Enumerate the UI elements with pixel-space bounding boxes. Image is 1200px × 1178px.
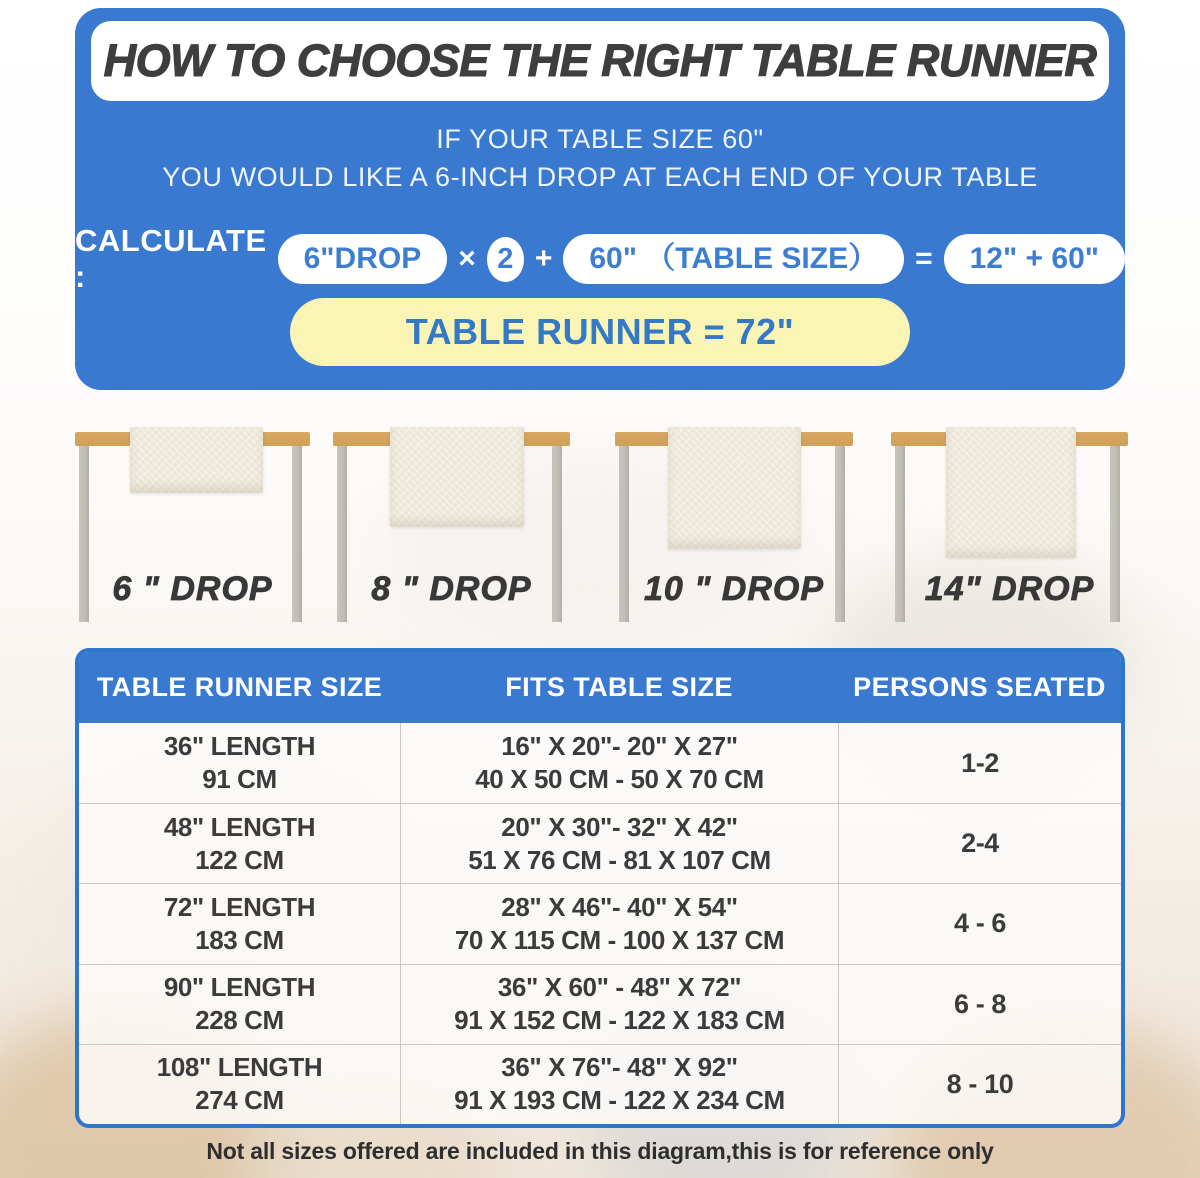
hero-subtitle	[75, 120, 1125, 196]
persons-cell: 6 - 8	[838, 965, 1121, 1044]
size-row	[79, 1044, 1121, 1124]
size-row	[79, 803, 1121, 883]
persons-cell: 4 - 6	[838, 884, 1121, 963]
size-row	[79, 964, 1121, 1044]
drop-label: 10 " DROP	[643, 570, 825, 608]
size-chart-body	[79, 723, 1121, 1124]
drop-label: 8 " DROP	[371, 570, 532, 608]
table-runner-graphic	[946, 427, 1076, 558]
subtitle-line-2: YOU WOULD LIKE A 6-INCH DROP AT EACH END OF YOUR TABLE	[162, 162, 1038, 192]
persons-cell: 2-4	[838, 804, 1121, 883]
table-illustration-6-drop	[75, 427, 310, 642]
drop-label: 6 " DROP	[112, 570, 273, 608]
runner-size-cell: 72" LENGTH 183 CM	[163, 891, 316, 955]
calculate-label: CALCULATE :	[75, 223, 267, 294]
table-size-pill: 60" （TABLE SIZE）	[563, 234, 904, 284]
table-runner-graphic	[130, 427, 263, 493]
table-runner-graphic	[668, 427, 801, 549]
plus-sign: +	[534, 242, 553, 275]
reference-note: Not all sizes offered are included in this diagram,this is for reference only	[206, 1138, 994, 1164]
fits-size-cell: 28" X 46"- 40" X 54" 70 X 115 CM - 100 X 137 CM	[400, 884, 838, 963]
result-pill	[290, 298, 910, 366]
runner-size-cell: 108" LENGTH 274 CM	[156, 1052, 323, 1116]
table-illustration-8-drop	[333, 427, 570, 642]
result-text: TABLE RUNNER = 72"	[405, 311, 795, 352]
persons-cell: 8 - 10	[838, 1045, 1121, 1124]
times-sign: ×	[458, 242, 476, 275]
fits-size-cell: 16" X 20"- 20" X 27" 40 X 50 CM - 50 X 70 CM	[400, 723, 838, 803]
fits-size-cell: 20" X 30"- 32" X 42" 51 X 76 CM - 81 X 107 CM	[400, 804, 838, 883]
persons-cell: 1-2	[838, 723, 1121, 803]
runner-size-cell: 48" LENGTH 122 CM	[163, 811, 316, 875]
sum-pill: 12" + 60"	[944, 234, 1125, 284]
subtitle-line-1: IF YOUR TABLE SIZE 60"	[436, 124, 764, 154]
size-row	[79, 883, 1121, 963]
col-header-runner-size: TABLE RUNNER SIZE	[96, 672, 383, 702]
drop-pill: 6"DROP	[278, 234, 448, 284]
hero-panel	[75, 8, 1125, 390]
equals-sign: =	[915, 242, 933, 275]
calculation-row	[75, 223, 1125, 294]
table-illustration-10-drop	[615, 427, 853, 642]
runner-size-cell: 36" LENGTH 91 CM	[163, 731, 316, 795]
page-title: HOW TO CHOOSE THE RIGHT TABLE RUNNER	[103, 35, 1097, 86]
size-row	[79, 723, 1121, 803]
size-chart-header	[79, 652, 1121, 723]
runner-size-cell: 90" LENGTH 228 CM	[163, 972, 316, 1036]
drop-label: 14" DROP	[924, 570, 1095, 608]
multiplier-badge: 2	[487, 237, 524, 282]
table-illustration-14-drop	[891, 427, 1128, 642]
col-header-fits-table-size: FITS TABLE SIZE	[505, 672, 733, 702]
title-banner	[91, 21, 1109, 101]
fits-size-cell: 36" X 76"- 48" X 92" 91 X 193 CM - 122 X 234 CM	[400, 1045, 838, 1124]
col-header-persons-seated: PERSONS SEATED	[853, 672, 1106, 702]
fits-size-cell: 36" X 60" - 48" X 72" 91 X 152 CM - 122 X 183 CM	[400, 965, 838, 1044]
size-chart-panel	[75, 648, 1125, 1128]
table-runner-graphic	[390, 427, 524, 527]
